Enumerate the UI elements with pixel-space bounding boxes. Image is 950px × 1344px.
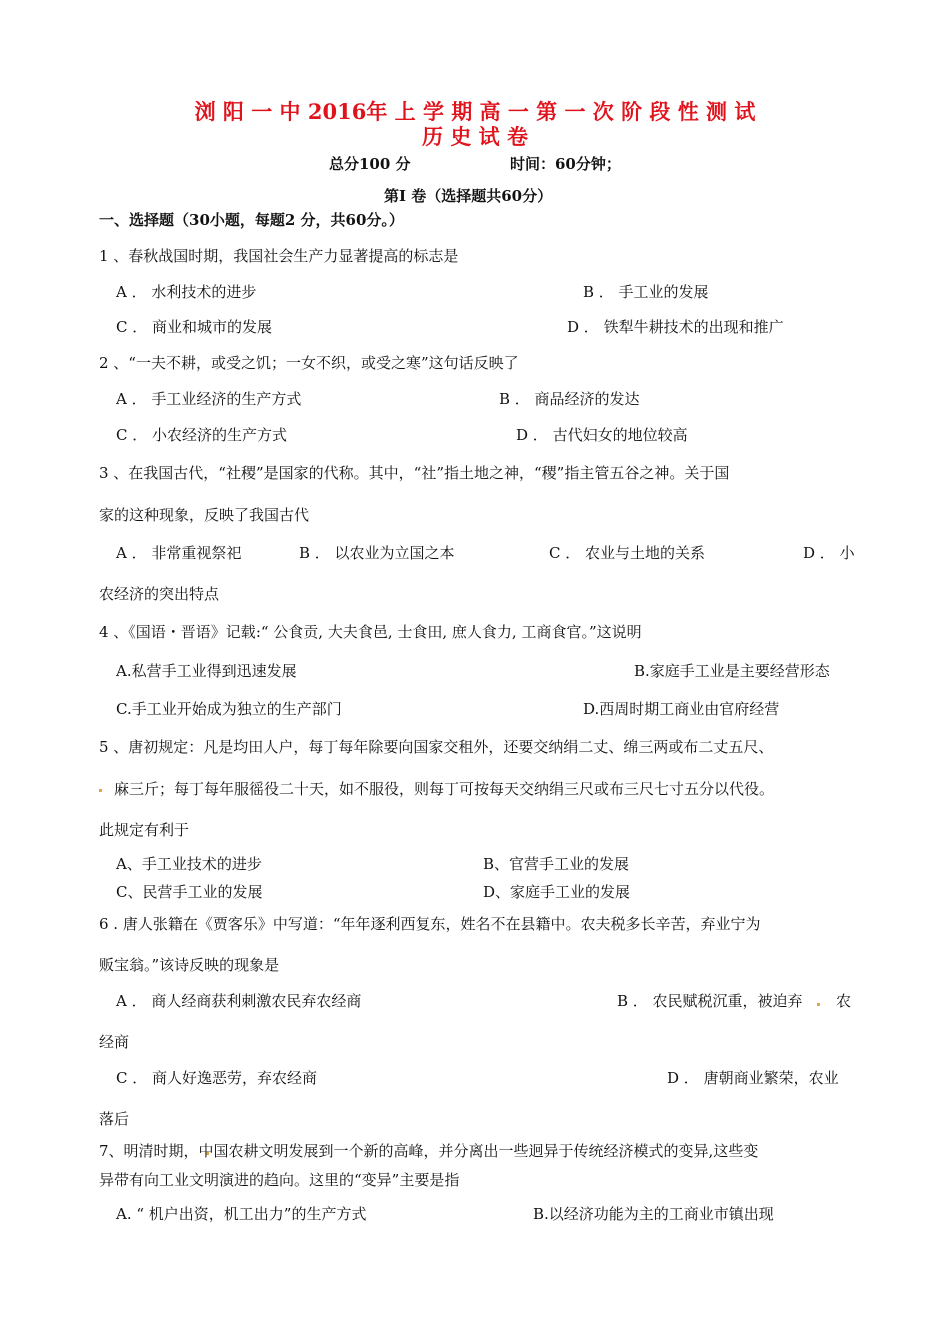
question-stem-line: 麻三斤；每丁每年服徭役二十天，如不服役，则每丁可按每天交纳绢三尺或布三尺七寸五分以代役。 <box>114 780 775 798</box>
option-d-continuation: 农经济的突出特点 <box>99 585 220 603</box>
option-b: B、官营手工业的发展 <box>483 855 630 873</box>
option-d-continuation: 落后 <box>99 1110 130 1128</box>
stray-mark <box>817 1003 820 1006</box>
option-d: D ． 古代妇女的地位较高 <box>516 426 688 444</box>
option-c: C.手工业开始成为独立的生产部门 <box>116 700 342 718</box>
option-b: B ． 商品经济的发达 <box>499 390 640 408</box>
question-stem: 4 、《国语・晋语》记载:“ 公食贡, 大夫食邑, 士食田, 庶人食力, 工商食官。”这说明 <box>99 623 642 641</box>
option-a: A. “ 机户出资，机工出力”的生产方式 <box>116 1205 367 1223</box>
section-heading: 第I 卷（选择题共60分） <box>384 187 553 205</box>
option-c: C、民营手工业的发展 <box>116 883 263 901</box>
stray-mark <box>99 789 102 792</box>
option-b: B.以经济功能为主的工商业市镇出现 <box>533 1205 774 1223</box>
option-d: D ． 小 <box>803 544 855 562</box>
option-b: B ． 手工业的发展 <box>583 283 709 301</box>
option-d: D.西周时期工商业由官府经营 <box>583 700 780 718</box>
question-stem-line: 此规定有利于 <box>99 821 190 839</box>
option-a: A ． 非常重视祭祀 <box>116 544 242 562</box>
question-stem-line: 家的这种现象，反映了我国古代 <box>99 506 310 524</box>
question-stem-line: 7、明清时期，中国农耕文明发展到一个新的高峰，并分离出一些迥异于传统经济模式的变异,这些变 <box>99 1142 759 1160</box>
exam-subtitle: 历 史 试 卷 <box>422 124 528 149</box>
option-b-continuation: 经商 <box>99 1033 130 1051</box>
option-c: C ． 商人好逸恶劳，弃农经商 <box>116 1069 318 1087</box>
question-stem-line: 6 . 唐人张籍在《贾客乐》中写道：“年年逐利西复东，姓名不在县籍中。农夫税多长辛苦，弃业宁为 <box>99 915 761 933</box>
exam-time: 时间：60分钟； <box>510 155 621 173</box>
option-a: A、手工业技术的进步 <box>116 855 262 873</box>
option-c: C ． 小农经济的生产方式 <box>116 426 288 444</box>
question-stem-line: 贩宝翁。”该诗反映的现象是 <box>99 956 280 974</box>
option-b: B.家庭手工业是主要经营形态 <box>634 662 830 680</box>
option-a: A ． 水利技术的进步 <box>116 283 257 301</box>
option-d: D ． 铁犁牛耕技术的出现和推广 <box>567 318 784 336</box>
question-stem-line: 3 、在我国古代，“社稷”是国家的代称。其中，“社”指土地之神，“稷”指主管五谷之神。关于国 <box>99 464 730 482</box>
option-b-tail: 农 <box>836 992 852 1010</box>
option-c: C ． 商业和城市的发展 <box>116 318 273 336</box>
option-d: D ． 唐朝商业繁荣，农业 <box>667 1069 839 1087</box>
part-heading: 一、选择题（30小题，每题2 分，共60分。） <box>99 211 404 229</box>
option-a: A.私营手工业得到迅速发展 <box>116 662 297 680</box>
option-b: B ． 农民赋税沉重，被迫弃 <box>617 992 803 1010</box>
option-d: D、家庭手工业的发展 <box>483 883 631 901</box>
question-stem: 2 、“一夫不耕，或受之饥；一女不织，或受之寒”这句话反映了 <box>99 354 519 372</box>
option-a: A ． 商人经商获利刺激农民弃农经商 <box>116 992 362 1010</box>
question-stem: 1 、春秋战国时期，我国社会生产力显著提高的标志是 <box>99 247 459 265</box>
total-score: 总分100 分 <box>329 155 411 173</box>
question-stem-line: 异带有向工业文明演进的趋向。这里的“变异”主要是指 <box>99 1171 460 1189</box>
question-stem-line: 5 、唐初规定：凡是均田人户，每丁每年除要向国家交租外，还要交纳绢二丈、绵三两或布二丈五尺、 <box>99 738 774 756</box>
option-a: A ． 手工业经济的生产方式 <box>116 390 302 408</box>
option-c: C ． 农业与土地的关系 <box>549 544 706 562</box>
exam-title: 浏 阳 一 中 2016年 上 学 期 高 一 第 一 次 阶 段 性 测 试 <box>194 99 756 124</box>
option-b: B ． 以农业为立国之本 <box>299 544 455 562</box>
